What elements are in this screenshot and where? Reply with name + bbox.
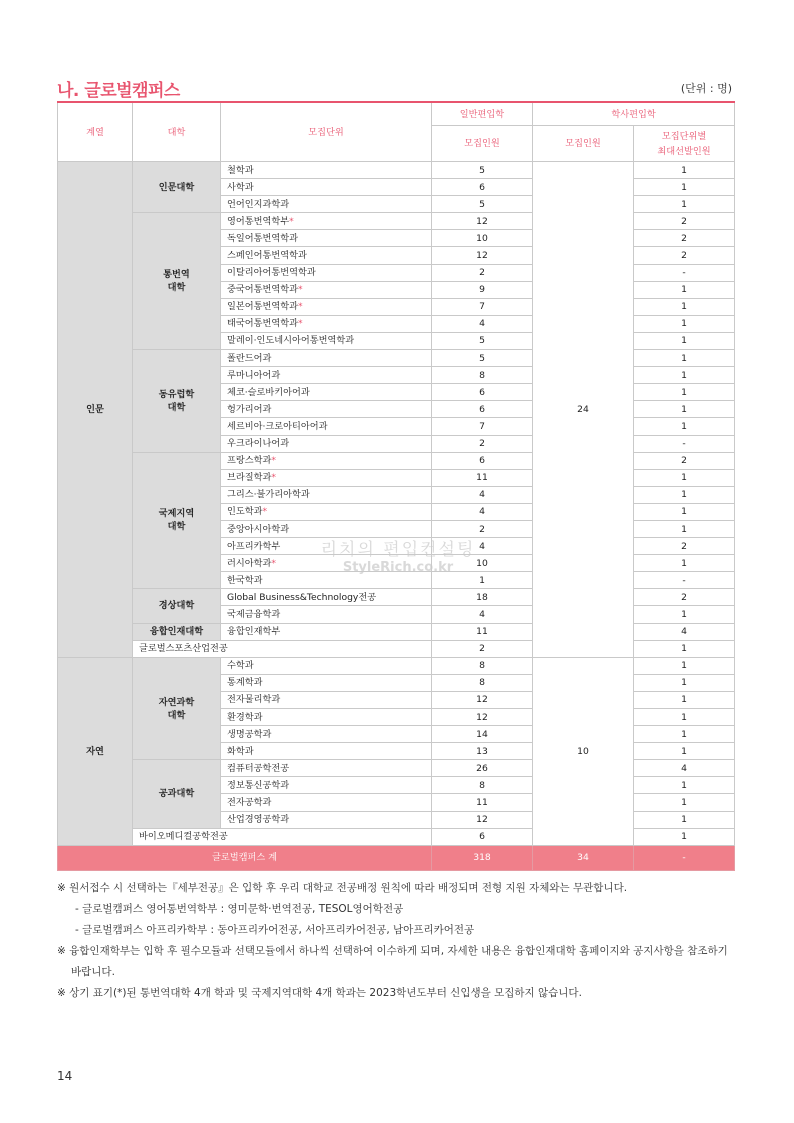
table-row [58, 657, 735, 674]
general-count: 5 [432, 350, 533, 367]
max-count: 1 [634, 555, 735, 572]
note-1b: - 글로벌캠퍼스 아프리카학부 : 동아프리카어전공, 서아프리카어전공, 남아프리카어전공 [75, 924, 475, 936]
header-unit: 모집단위 [221, 102, 432, 162]
general-count: 11 [432, 469, 533, 486]
max-count: 1 [634, 743, 735, 760]
unit-name: 사학과 [227, 181, 254, 193]
unit-name: 체코·슬로바키아어과 [227, 386, 310, 398]
general-count: 12 [432, 213, 533, 230]
max-count: 1 [634, 196, 735, 213]
unit-cell [221, 179, 432, 196]
unit-name: 독일어통번역학과 [227, 232, 299, 244]
unit-name: Global Business&Technology전공 [227, 591, 377, 603]
unit-name: 이탈리아어통번역학과 [227, 267, 316, 279]
unit-name: 스페인어통번역학과 [227, 250, 307, 262]
unit-name: 브라질학과 [227, 472, 272, 484]
max-count: 1 [634, 418, 735, 435]
unit-cell [221, 435, 432, 452]
closed-marker: * [262, 506, 268, 518]
table-row [58, 350, 735, 367]
table-row [58, 640, 735, 657]
unit-name: 통계학과 [227, 677, 263, 689]
unit-name: 아프리카학부 [227, 540, 281, 552]
unit-name: 말레이·인도네시아어통번역학과 [227, 335, 355, 347]
unit-cell [221, 760, 432, 777]
general-count: 10 [432, 230, 533, 247]
general-count: 5 [432, 196, 533, 213]
note-2: ※ 융합인재학부는 입학 후 필수모듈과 선택모듈에서 하나씩 선택하여 이수하게 되며, 자세한 내용은 융합인재대학 홈페이지와 공지사항을 참조하기 바랍니다. [57, 945, 728, 978]
unit-name: 우크라이나어과 [227, 438, 290, 450]
unit-name: 수학과 [227, 660, 254, 672]
table-row [58, 623, 735, 640]
general-count: 6 [432, 828, 533, 845]
header-max: 모집단위별 최대선발인원 [634, 126, 735, 162]
general-count: 8 [432, 657, 533, 674]
college-cell: 인문대학 [133, 162, 221, 213]
unit-name: 세르비아·크로아티아어과 [227, 420, 328, 432]
max-count: 1 [634, 726, 735, 743]
unit-name: 환경학과 [227, 711, 263, 723]
unit-cell [221, 384, 432, 401]
unit-cell [221, 247, 432, 264]
header-recruit-bachelor: 모집인원 [533, 126, 634, 162]
series-cell: 인문 [58, 162, 133, 658]
unit-name: 러시아학과 [227, 557, 272, 569]
unit-name: 중앙아시아학과 [227, 523, 290, 535]
unit-cell [221, 726, 432, 743]
max-count: 1 [634, 520, 735, 537]
unit-cell [221, 709, 432, 726]
max-count: 1 [634, 777, 735, 794]
closed-marker: * [271, 472, 276, 484]
unit-name: 컴퓨터공학전공 [227, 762, 290, 774]
max-count: 1 [634, 469, 735, 486]
general-count: 18 [432, 589, 533, 606]
unit-cell [221, 264, 432, 281]
general-count: 6 [432, 384, 533, 401]
unit-cell [221, 162, 432, 179]
general-count: 6 [432, 179, 533, 196]
max-count: 1 [634, 794, 735, 811]
note-1a: - 글로벌캠퍼스 영어통번역학부 : 영미문학·번역전공, TESOL영어학전공 [75, 903, 404, 915]
general-count: 5 [432, 162, 533, 179]
note-1: ※ 원서접수 시 선택하는『세부전공』은 입학 후 우리 대학교 전공배정 원칙에 따라 배정되며 전형 지원 자체와는 무관합니다. [57, 882, 628, 894]
general-count: 4 [432, 503, 533, 520]
table-row [58, 589, 735, 606]
max-count: 1 [634, 332, 735, 349]
college-unit-cell: 글로벌스포츠산업전공 [133, 640, 432, 657]
bachelor-count: 24 [533, 162, 634, 658]
max-count: 1 [634, 486, 735, 503]
max-count: - [634, 572, 735, 589]
max-count: 1 [634, 606, 735, 623]
college-unit-cell: 바이오메디컬공학전공 [133, 828, 432, 845]
general-count: 4 [432, 486, 533, 503]
college-cell: 융합인재대학 [133, 623, 221, 640]
series-cell: 자연 [58, 657, 133, 845]
unit-name: 언어인지과학과 [227, 198, 290, 210]
max-count: 1 [634, 281, 735, 298]
unit-name: 융합인재학부 [227, 626, 281, 638]
closed-marker: * [298, 318, 303, 330]
max-count: 1 [634, 657, 735, 674]
general-count: 12 [432, 691, 533, 708]
bachelor-count: 10 [533, 657, 634, 845]
college-cell: 공과대학 [133, 760, 221, 828]
general-count: 7 [432, 298, 533, 315]
general-count: 2 [432, 435, 533, 452]
header-general: 일반편입학 [432, 102, 533, 126]
max-count: 1 [634, 828, 735, 845]
unit-name: 전자물리학과 [227, 694, 281, 706]
total-label: 글로벌캠퍼스 계 [58, 845, 432, 870]
unit-name: 중국어통번역학과 [227, 284, 299, 296]
unit-name: 전자공학과 [227, 797, 272, 809]
max-count: 1 [634, 811, 735, 828]
unit-cell [221, 794, 432, 811]
watermark-line1: 리치의 편입컨설팅 [320, 540, 476, 560]
closed-marker: * [289, 215, 294, 227]
unit-name: 일본어통번역학과 [227, 301, 299, 313]
unit-cell [221, 332, 432, 349]
header-college: 대학 [133, 102, 221, 162]
closed-marker: * [298, 301, 303, 313]
unit-name: 정보통신공학과 [227, 779, 290, 791]
max-count: 2 [634, 213, 735, 230]
header-bachelor: 학사편입학 [533, 102, 735, 126]
table-row [58, 828, 735, 845]
unit-cell [221, 298, 432, 315]
general-count: 12 [432, 811, 533, 828]
unit-cell [221, 743, 432, 760]
unit-name: 생명공학과 [227, 728, 272, 740]
max-count: 1 [634, 162, 735, 179]
unit-cell [221, 196, 432, 213]
table-row [58, 760, 735, 777]
unit-cell [221, 350, 432, 367]
max-count: 1 [634, 315, 735, 332]
unit-cell [221, 230, 432, 247]
general-count: 14 [432, 726, 533, 743]
general-count: 6 [432, 401, 533, 418]
max-count: 1 [634, 384, 735, 401]
total-bachelor: 34 [533, 845, 634, 870]
max-count: 1 [634, 709, 735, 726]
unit-cell [221, 418, 432, 435]
page-number: 14 [57, 1069, 73, 1083]
max-count: 2 [634, 247, 735, 264]
general-count: 2 [432, 520, 533, 537]
max-count: 1 [634, 691, 735, 708]
college-cell: 통번역 대학 [133, 213, 221, 350]
max-count: 1 [634, 503, 735, 520]
general-count: 8 [432, 674, 533, 691]
unit-cell [221, 657, 432, 674]
recruitment-table [57, 101, 735, 871]
unit-name: 인도학과 [227, 506, 263, 518]
unit-name: 산업경영공학과 [227, 814, 290, 826]
unit-cell [221, 623, 432, 640]
unit-name: 헝가리어과 [227, 403, 272, 415]
max-count: 1 [634, 401, 735, 418]
max-count: - [634, 435, 735, 452]
unit-cell [221, 401, 432, 418]
closed-marker: * [298, 284, 303, 296]
unit-name: 국제금융학과 [227, 608, 281, 620]
unit-cell [221, 503, 432, 520]
unit-cell [221, 281, 432, 298]
unit-name: 화학과 [227, 745, 254, 757]
unit-cell [221, 589, 432, 606]
max-count: 2 [634, 538, 735, 555]
notes [57, 878, 737, 1004]
section-title: 나. 글로벌캠퍼스 [57, 81, 180, 101]
max-count: 1 [634, 674, 735, 691]
general-count: 9 [432, 281, 533, 298]
unit-cell [221, 811, 432, 828]
general-count: 12 [432, 709, 533, 726]
unit-name: 태국어통번역학과 [227, 318, 299, 330]
max-count: 1 [634, 350, 735, 367]
unit-cell [221, 674, 432, 691]
header-recruit: 모집인원 [432, 126, 533, 162]
unit-label: (단위 : 명) [680, 82, 732, 95]
closed-marker: * [271, 557, 276, 569]
college-cell: 자연과학 대학 [133, 657, 221, 760]
max-count: 2 [634, 452, 735, 469]
unit-cell [221, 315, 432, 332]
general-count: 11 [432, 623, 533, 640]
general-count: 2 [432, 264, 533, 281]
max-count: 4 [634, 623, 735, 640]
watermark-line2: StyleRich.co.kr [342, 560, 454, 575]
table-row [58, 452, 735, 469]
unit-name: 그리스·불가리아학과 [227, 489, 310, 501]
general-count: 8 [432, 367, 533, 384]
max-count: - [634, 264, 735, 281]
unit-cell [221, 213, 432, 230]
max-count: 1 [634, 298, 735, 315]
max-count: 4 [634, 760, 735, 777]
watermark [318, 535, 478, 575]
closed-marker: * [271, 455, 276, 467]
max-count: 2 [634, 589, 735, 606]
total-row [58, 845, 735, 870]
general-count: 26 [432, 760, 533, 777]
max-count: 1 [634, 640, 735, 657]
unit-cell [221, 452, 432, 469]
general-count: 10 [432, 555, 533, 572]
college-cell: 국제지역 대학 [133, 452, 221, 589]
general-count: 12 [432, 247, 533, 264]
unit-cell [221, 486, 432, 503]
header-series: 계열 [58, 102, 133, 162]
max-count: 1 [634, 179, 735, 196]
college-cell: 동유럽학 대학 [133, 350, 221, 453]
unit-name: 루마니아어과 [227, 369, 281, 381]
general-count: 1 [432, 572, 533, 589]
general-count: 5 [432, 332, 533, 349]
unit-name: 철학과 [227, 164, 254, 176]
unit-cell [221, 777, 432, 794]
note-3: ※ 상기 표기(*)된 통번역대학 4개 학과 및 국제지역대학 4개 학과는 2023학년도부터 신입생을 모집하지 않습니다. [57, 987, 582, 999]
unit-name: 폴란드어과 [227, 352, 272, 364]
general-count: 4 [432, 315, 533, 332]
unit-name: 한국학과 [227, 574, 263, 586]
general-count: 2 [432, 640, 533, 657]
unit-name: 영어통번역학부 [227, 215, 290, 227]
general-count: 13 [432, 743, 533, 760]
max-count: 2 [634, 230, 735, 247]
unit-cell [221, 469, 432, 486]
table-row [58, 162, 735, 179]
unit-cell [221, 691, 432, 708]
general-count: 4 [432, 538, 533, 555]
unit-cell [221, 367, 432, 384]
general-count: 6 [432, 452, 533, 469]
max-count: 1 [634, 367, 735, 384]
general-count: 7 [432, 418, 533, 435]
general-count: 11 [432, 794, 533, 811]
unit-name: 프랑스학과 [227, 455, 272, 467]
unit-cell [221, 606, 432, 623]
total-max: - [634, 845, 735, 870]
total-general: 318 [432, 845, 533, 870]
general-count: 4 [432, 606, 533, 623]
general-count: 8 [432, 777, 533, 794]
table-row [58, 213, 735, 230]
college-cell: 경상대학 [133, 589, 221, 623]
